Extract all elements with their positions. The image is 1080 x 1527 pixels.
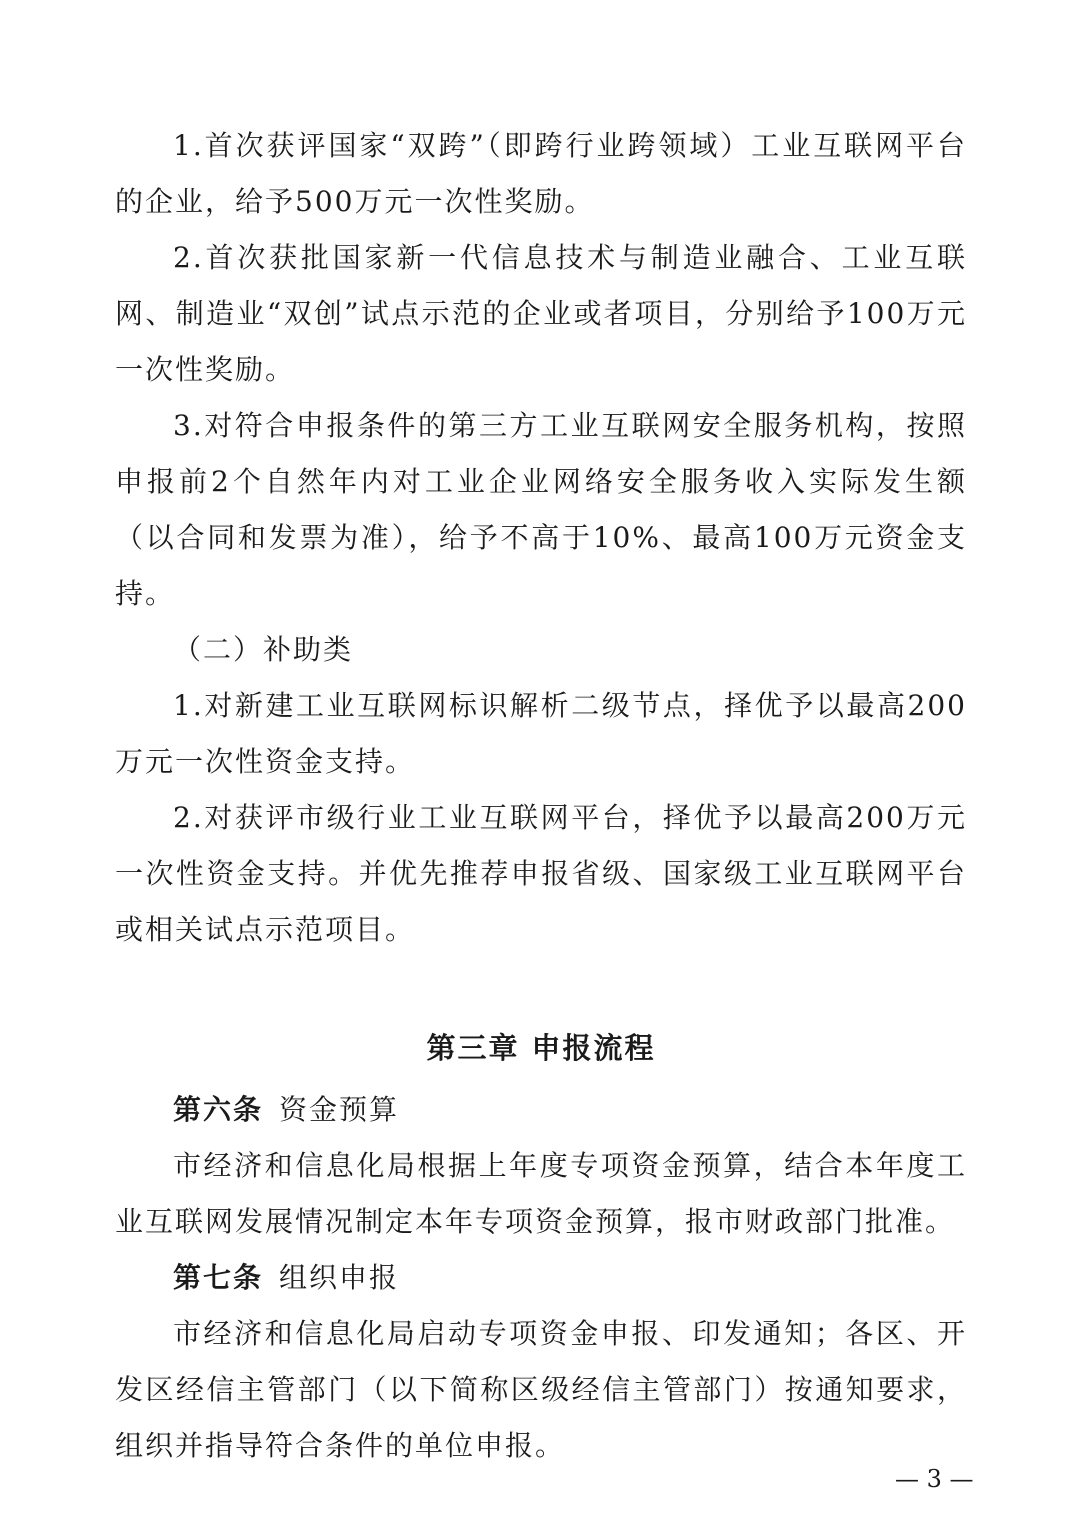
page-number: — 3 — <box>895 1465 974 1493</box>
section-heading-subsidy: （二）补助类 <box>173 633 354 666</box>
chapter-title: 第三章 申报流程 <box>426 1031 656 1065</box>
paragraph-4: 1.对新建工业互联网标识解析二级节点，择优予以最高200万元一次性资金支持。 <box>115 689 967 778</box>
article-6-title: 资金预算 <box>279 1093 400 1126</box>
paragraph-3: 3.对符合申报条件的第三方工业互联网安全服务机构，按照申报前2个自然年内对工业企业网络安全服务收入实际发生额（以合同和发票为准），给予不高于10%、最高100万元资金支持。 <box>115 409 967 610</box>
article-6-label: 第六条 <box>173 1093 264 1126</box>
document-body <box>115 118 967 1474</box>
article-7-body: 市经济和信息化局启动专项资金申报、印发通知；各区、开发区经信主管部门（以下简称区级经信主管部门）按通知要求，组织并指导符合条件的单位申报。 <box>115 1317 967 1462</box>
article-7-heading <box>115 1250 967 1306</box>
paragraph-5: 2.对获评市级行业工业互联网平台，择优予以最高200万元一次性资金支持。并优先推荐申报省级、国家级工业互联网平台或相关试点示范项目。 <box>115 801 967 946</box>
article-6-heading <box>115 1082 967 1138</box>
article-7-label: 第七条 <box>173 1261 264 1294</box>
article-7-title: 组织申报 <box>279 1261 400 1294</box>
paragraph-2: 2.首次获批国家新一代信息技术与制造业融合、工业互联网、制造业“双创”试点示范的企业或者项目，分别给予100万元一次性奖励。 <box>115 241 967 386</box>
spacer <box>115 958 967 1014</box>
paragraph-1: 1.首次获评国家“双跨”（即跨行业跨领域）工业互联网平台的企业，给予500万元一次性奖励。 <box>115 129 967 218</box>
article-6-body: 市经济和信息化局根据上年度专项资金预算，结合本年度工业互联网发展情况制定本年专项资金预算，报市财政部门批准。 <box>115 1149 967 1238</box>
